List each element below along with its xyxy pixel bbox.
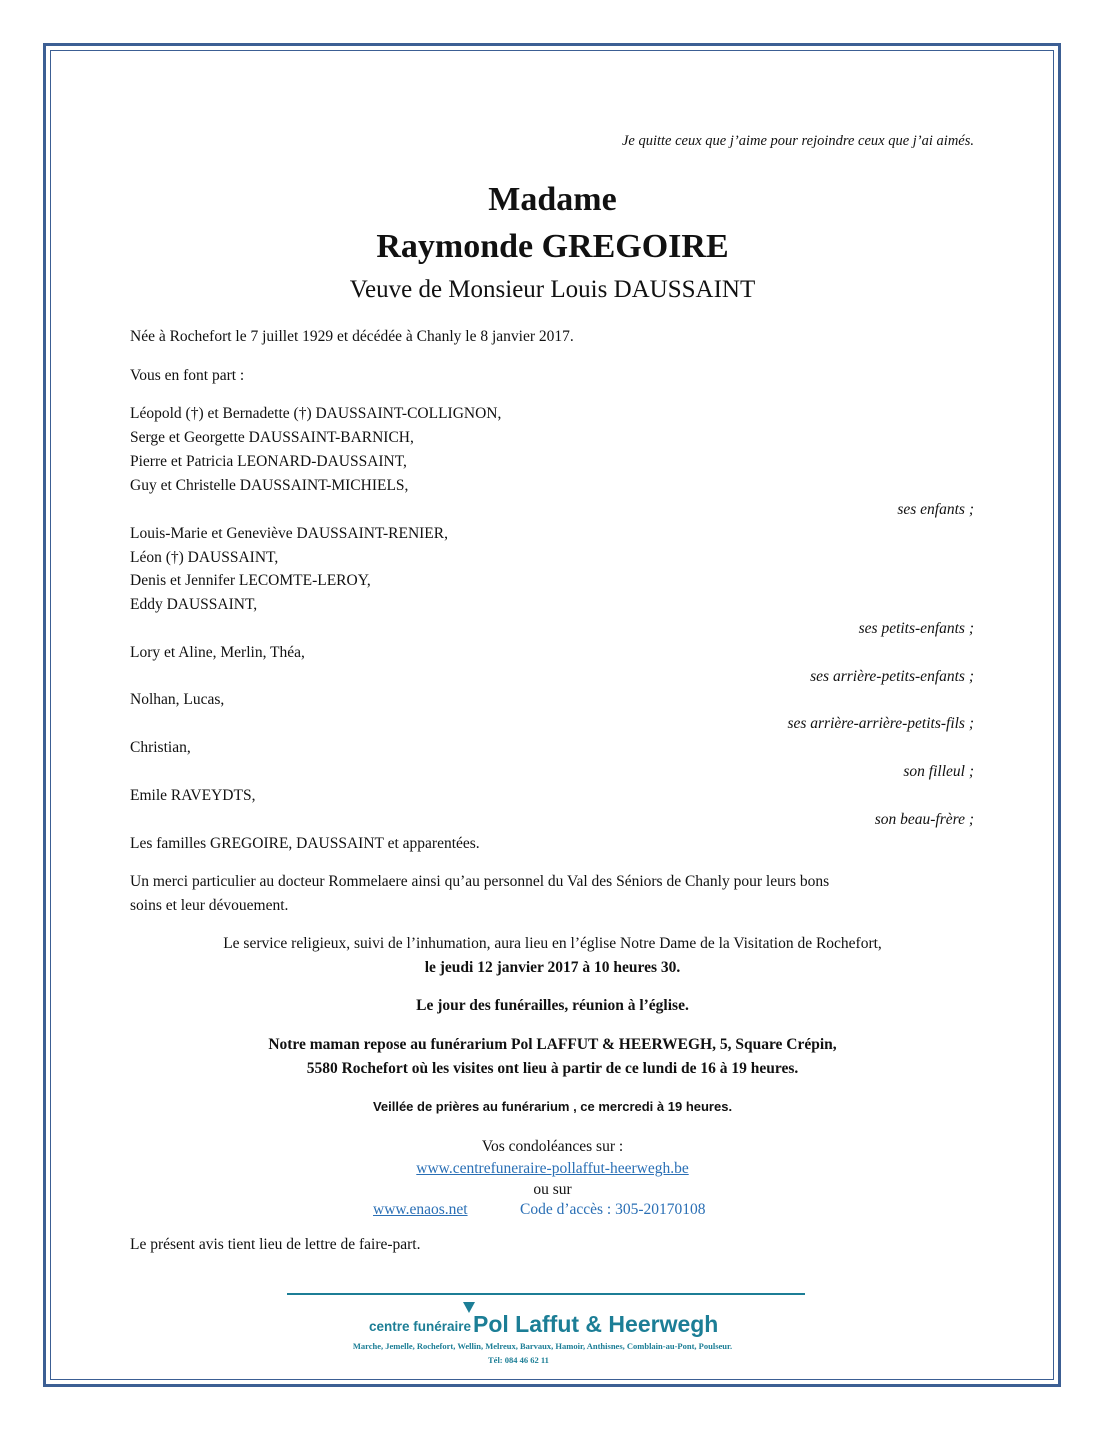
logo-divider [287, 1293, 805, 1295]
children-line: Pierre et Patricia LEONARD-DAUSSAINT, [130, 453, 407, 470]
reunion: Le jour des funérailles, réunion à l’église. [416, 997, 689, 1014]
notice: Le présent avis tient lieu de lettre de faire-part. [130, 1236, 421, 1253]
intro: Vous en font part : [130, 367, 245, 384]
families: Les familles GREGOIRE, DAUSSAINT et apparentées. [130, 835, 480, 852]
quote: Je quitte ceux que j’aime pour rejoindre ceux que j’ai aimés. [621, 133, 974, 149]
grandchildren-line: Denis et Jennifer LECOMTE-LEROY, [130, 572, 371, 589]
children-label: ses enfants ; [897, 501, 974, 518]
grandchildren-label: ses petits-enfants ; [858, 620, 974, 637]
children-line: Léopold (†) et Bernadette (†) DAUSSAINT-COLLIGNON, [130, 405, 502, 422]
access-code: Code d’accès : 305-20170108 [520, 1201, 706, 1218]
repose-line: Notre maman repose au funérarium Pol LAFFUT & HEERWEGH, 5, Square Crépin, [268, 1036, 837, 1053]
great-grandchildren: Lory et Aline, Merlin, Théa, [130, 644, 305, 661]
grandchildren-line: Louis-Marie et Geneviève DAUSSAINT-RENIER, [130, 525, 448, 542]
godson: Christian, [130, 739, 191, 756]
great-grandchildren-label: ses arrière-petits-enfants ; [810, 668, 974, 685]
birth-death: Née à Rochefort le 7 juillet 1929 et décédée à Chanly le 8 janvier 2017. [130, 328, 574, 345]
logo-tel: Tél: 084 46 62 11 [488, 1355, 549, 1365]
repose-line: 5580 Rochefort où les visites ont lieu à partir de ce lundi de 16 à 19 heures. [306, 1060, 799, 1077]
children-line: Serge et Georgette DAUSSAINT-BARNICH, [130, 429, 414, 446]
veillee: Veillée de prières au funérarium , ce mercredi à 19 heures. [372, 1099, 733, 1114]
title: Madame [488, 181, 617, 218]
grandchildren-line: Léon (†) DAUSSAINT, [130, 549, 279, 566]
grandchildren-line: Eddy DAUSSAINT, [130, 596, 258, 613]
godson-label: son filleul ; [903, 763, 974, 780]
thanks-line: soins et leur dévouement. [130, 897, 289, 914]
brother-in-law: Emile RAVEYDTS, [130, 787, 256, 804]
deceased-name: Raymonde GREGOIRE [376, 228, 729, 265]
logo-prefix: centre funéraire [369, 1319, 472, 1334]
enaos-link[interactable] [373, 1198, 468, 1222]
thanks-line: Un merci particulier au docteur Rommelaere ainsi qu’au personnel du Val des Séniors de Chanly pour leurs bons [130, 873, 830, 890]
children-line: Guy et Christelle DAUSSAINT-MICHIELS, [130, 477, 409, 494]
service-line: Le service religieux, suivi de l’inhumation, aura lieu en l’église Notre Dame de la Visitation de Rochefort, [223, 935, 882, 952]
brother-in-law-label: son beau-frère ; [874, 811, 974, 828]
condolences-link-text[interactable]: www.centrefuneraire-pollaffut-heerwegh.be [416, 1160, 689, 1177]
subtitle: Veuve de Monsieur Louis DAUSSAINT [349, 276, 756, 303]
enaos-link-text[interactable]: www.enaos.net [373, 1201, 468, 1218]
logo-brand: Pol Laffut & Heerwegh [473, 1311, 719, 1337]
logo-locations: Marche, Jemelle, Rochefort, Wellin, Melreux, Barvaux, Hamoir, Anthisnes, Comblain-au-Pont, Poulseur. [352, 1341, 733, 1351]
great-great-grandchildren: Nolhan, Lucas, [130, 691, 225, 708]
or-label: ou sur [533, 1181, 572, 1198]
condolences-label: Vos condoléances sur : [481, 1138, 624, 1155]
great-great-label: ses arrière-arrière-petits-fils ; [787, 715, 974, 732]
service-date: le jeudi 12 janvier 2017 à 10 heures 30. [424, 959, 681, 976]
